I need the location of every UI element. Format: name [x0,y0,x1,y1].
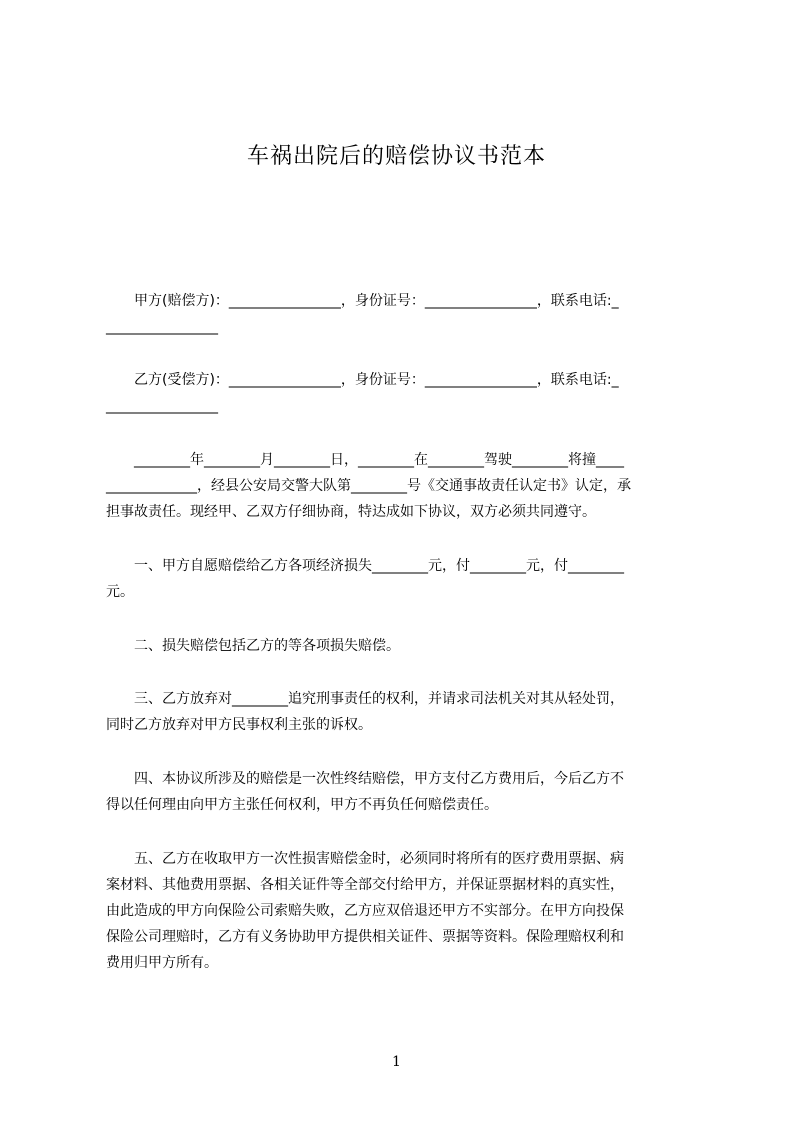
party-b-line-1: 乙方(受偿方)：________________，身份证号：________________，联系电话:_ [106,372,619,388]
clause-2-line-1: 二、损失赔偿包括乙方的等各项损失赔偿。 [106,638,400,654]
clause-5-paragraph [106,846,702,976]
clause-3-line-1: 三、乙方放弃对________追究刑事责任的权利，并请求司法机关对其从轻处罚， [106,691,624,707]
party-a-line-1: 甲方(赔偿方)：________________，身份证号：________________，联系电话:_ [106,293,619,309]
clause-5-line-4: 保险公司理赔时，乙方有义务协助甲方提供相关证件、票据等资料。保险理赔权利和 [106,929,624,945]
clause-5-line-1: 五、乙方在收取甲方一次性损害赔偿金时，必须同时将所有的医疗费用票据、病 [106,851,624,867]
clause-1-line-2: 元。 [106,584,134,600]
clause-1-paragraph [106,553,702,605]
incident-line-2: _____________，经县公安局交警大队第________号《交通事故责任认定书》认定，承 [106,478,631,494]
page-number: 1 [392,1054,401,1070]
clause-3-paragraph [106,686,702,738]
incident-line-1: ________年________月________日，________在________驾驶________将撞____ [106,452,624,468]
party-a-line-2: ________________ [106,319,218,335]
clause-4-line-1: 四、本协议所涉及的赔偿是一次性终结赔偿，甲方支付乙方费用后，今后乙方不 [106,771,624,787]
incident-paragraph [106,447,702,525]
party-b-line-2: ________________ [106,398,218,414]
clause-4-line-2: 得以任何理由向甲方主张任何权利，甲方不再负任何赔偿责任。 [106,797,498,813]
clause-2-paragraph [106,633,702,659]
party-a-paragraph [106,288,702,340]
incident-line-3: 担事故责任。现经甲、乙双方仔细协商，特达成如下协议，双方必须共同遵守。 [106,504,596,520]
clause-4-paragraph [106,766,702,818]
party-b-paragraph [106,367,702,419]
clause-5-line-2: 案材料、其他费用票据、各相关证件等全部交付给甲方，并保证票据材料的真实性， [106,877,624,893]
clause-5-line-3: 由此造成的甲方向保险公司索赔失败，乙方应双倍退还甲方不实部分。在甲方向投保 [106,903,624,919]
clause-3-line-2: 同时乙方放弃对甲方民事权利主张的诉权。 [106,717,372,733]
clause-5-line-5: 费用归甲方所有。 [106,955,218,971]
document-title: 车祸出院后的赔偿协议书范本 [246,144,546,169]
clause-1-line-1: 一、甲方自愿赔偿给乙方各项经济损失________元，付________元，付________ [106,558,624,574]
